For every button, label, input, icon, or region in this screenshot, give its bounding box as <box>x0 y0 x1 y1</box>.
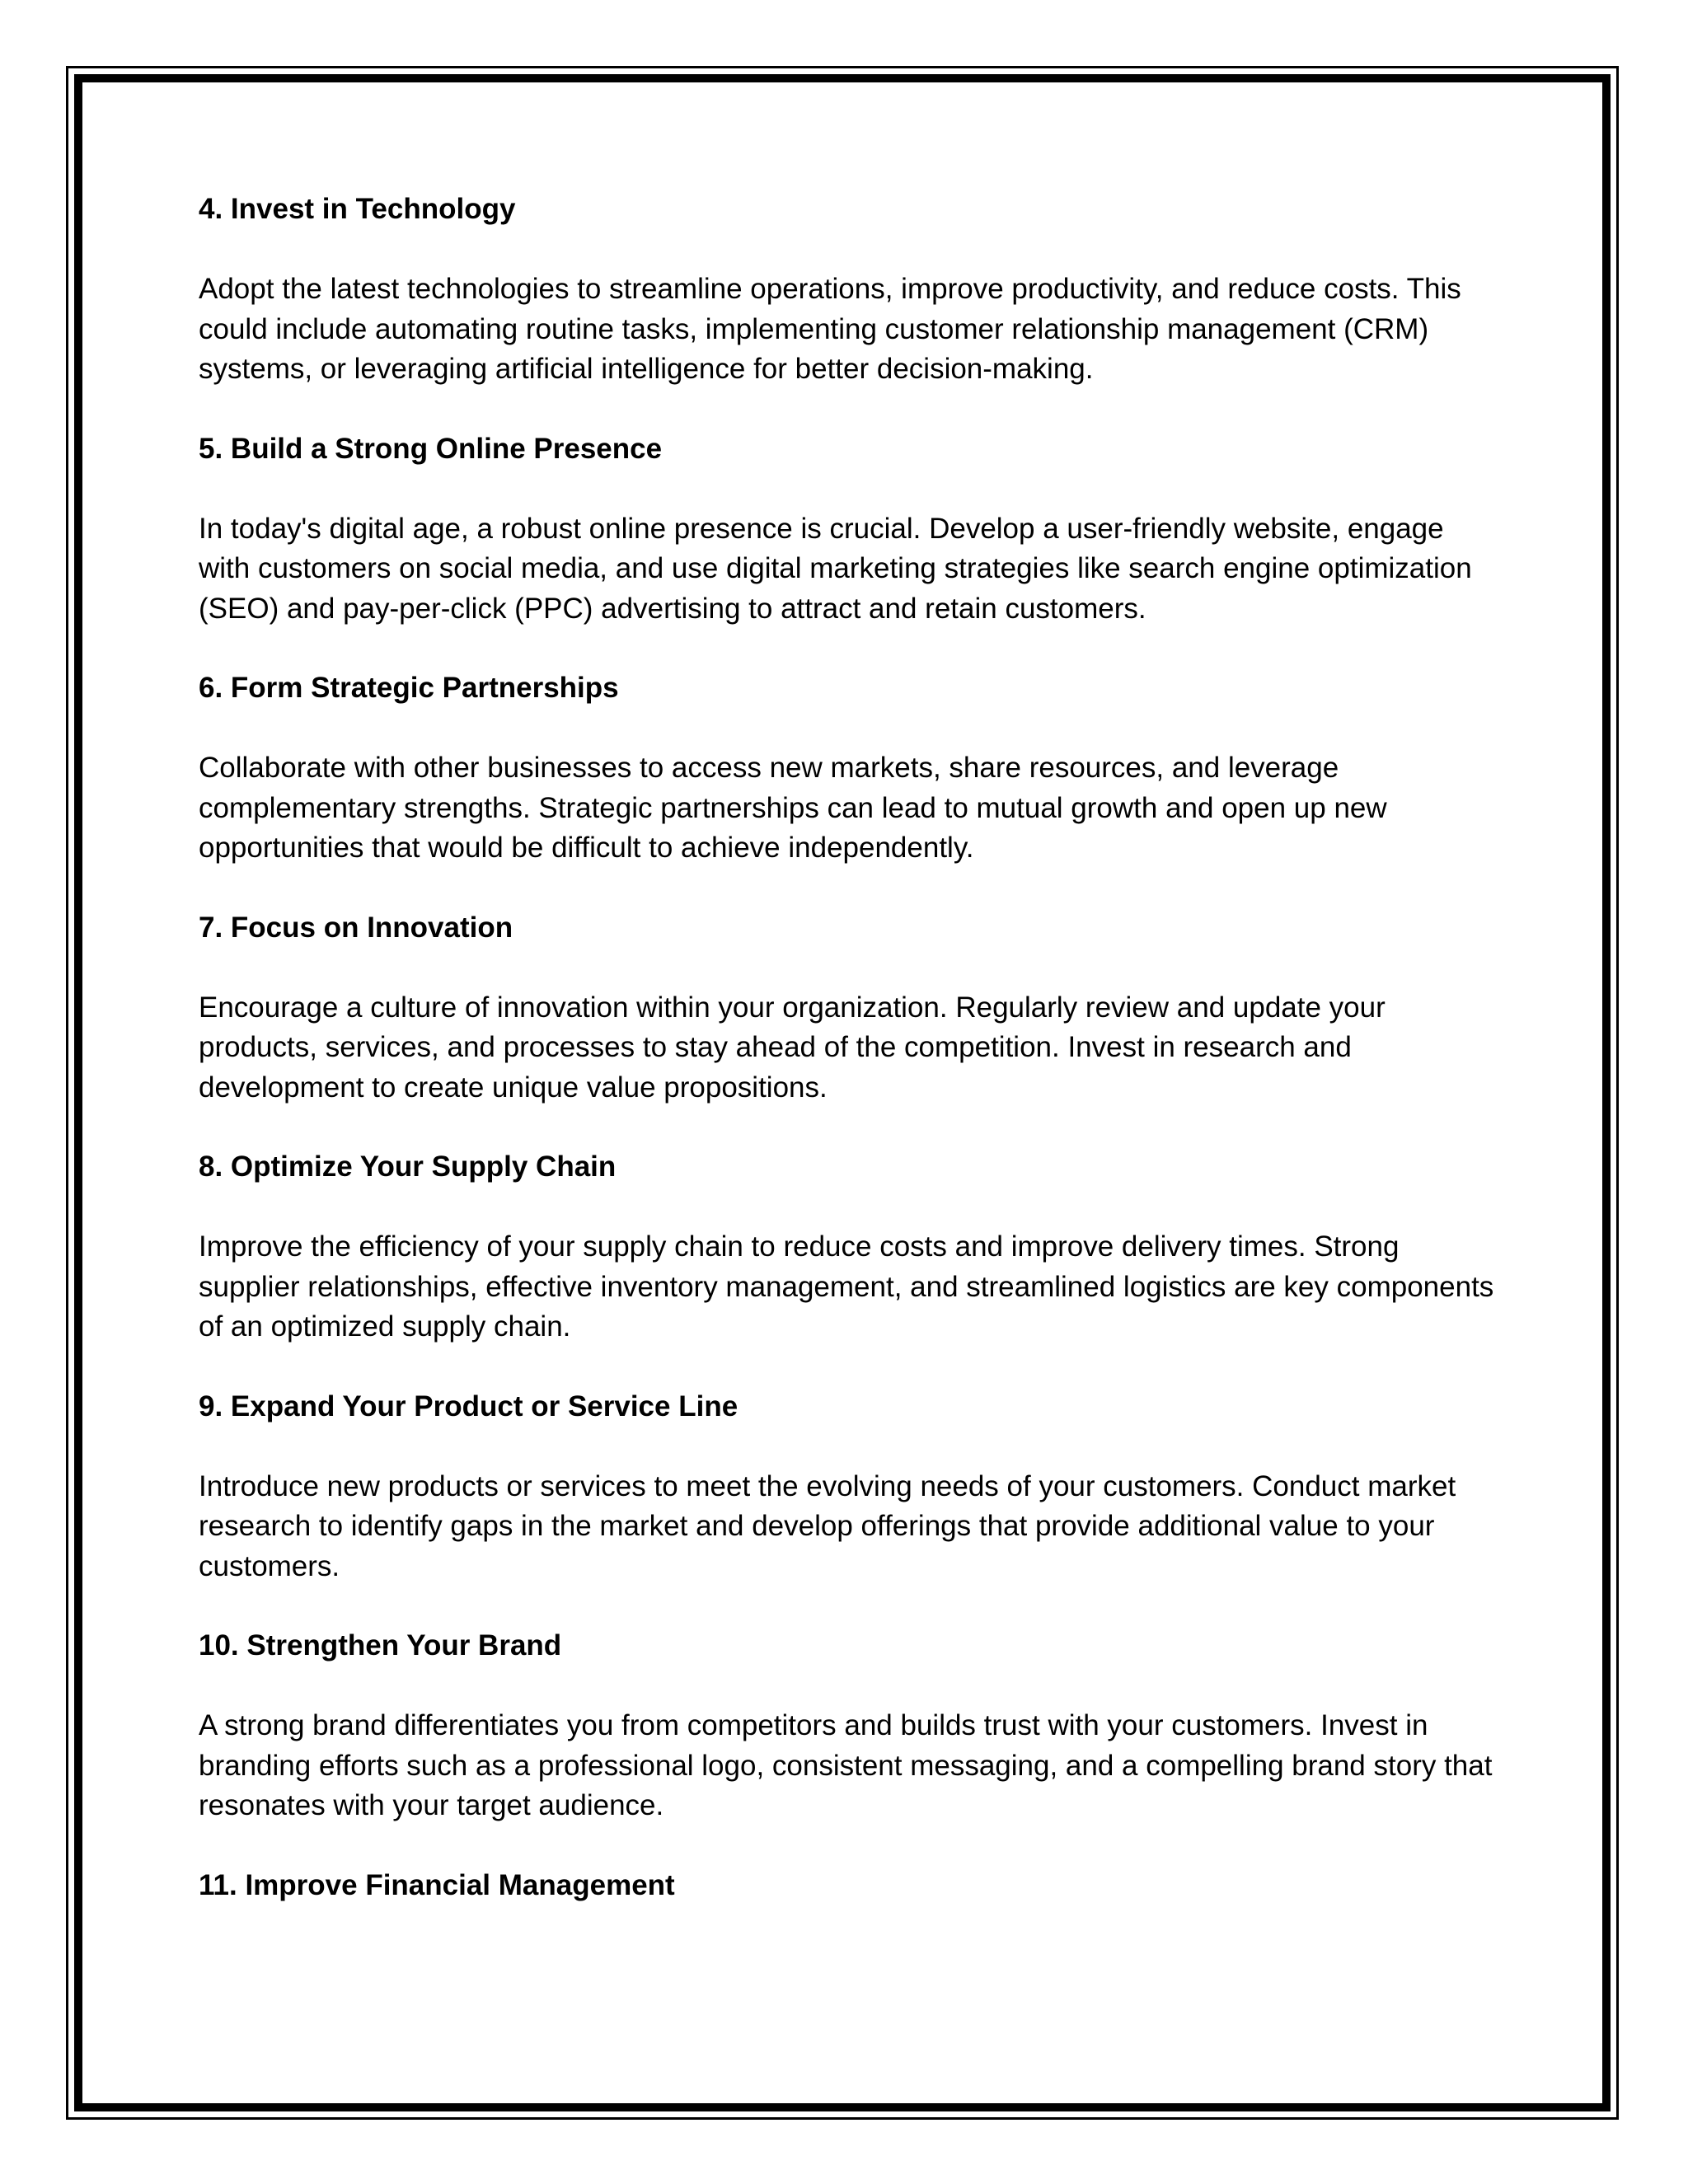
section-body-online-presence: In today's digital age, a robust online presence is crucial. Develop a user-friendly website, engage with customers on social media, and use digital marketing strategies like search engine optimization (SEO) and pay-per-click (PPC) advertising to attract and retain customers. <box>199 512 1472 625</box>
section-body-strategic-partnerships: Collaborate with other businesses to access new markets, share resources, and leverage complementary strengths. Strategic partnerships can lead to mutual growth and open up new opportunities that would be difficult to achieve independently. <box>199 752 1387 864</box>
section-body-invest-technology: Adopt the latest technologies to streamline operations, improve productivity, and reduce costs. This could include automating routine tasks, implementing customer relationship management (CRM) systems, or leveraging artificial intelligence for better decision-making. <box>199 273 1461 385</box>
section-heading-strategic-partnerships: 6. Form Strategic Partnerships <box>199 672 619 704</box>
document-content <box>199 190 1501 1946</box>
section-body-product-line: Introduce new products or services to meet the evolving needs of your customers. Conduct market research to identify gaps in the market and develop offerings that provide additional value to your customers. <box>199 1469 1456 1582</box>
section-heading-brand: 10. Strengthen Your Brand <box>199 1629 562 1661</box>
section-heading-financial-management: 11. Improve Financial Management <box>199 1868 675 1901</box>
section-body-brand: A strong brand differentiates you from competitors and builds trust with your customers. Invest in branding efforts such as a professional logo, consistent messaging, and a compelling brand story that resonates with your target audience. <box>199 1709 1493 1821</box>
section-heading-innovation: 7. Focus on Innovation <box>199 911 513 944</box>
section-body-supply-chain: Improve the efficiency of your supply chain to reduce costs and improve delivery times. Strong supplier relationships, effective inventory management, and streamlined logistics are key components of an optimized supply chain. <box>199 1230 1494 1343</box>
section-heading-supply-chain: 8. Optimize Your Supply Chain <box>199 1151 617 1183</box>
section-heading-product-line: 9. Expand Your Product or Service Line <box>199 1390 738 1422</box>
section-heading-invest-technology: 4. Invest in Technology <box>199 193 516 225</box>
section-body-innovation: Encourage a culture of innovation within your organization. Regularly review and update your products, services, and processes to stay ahead of the competition. Invest in research and development to create unique value propositions. <box>199 991 1386 1104</box>
section-heading-online-presence: 5. Build a Strong Online Presence <box>199 432 663 465</box>
